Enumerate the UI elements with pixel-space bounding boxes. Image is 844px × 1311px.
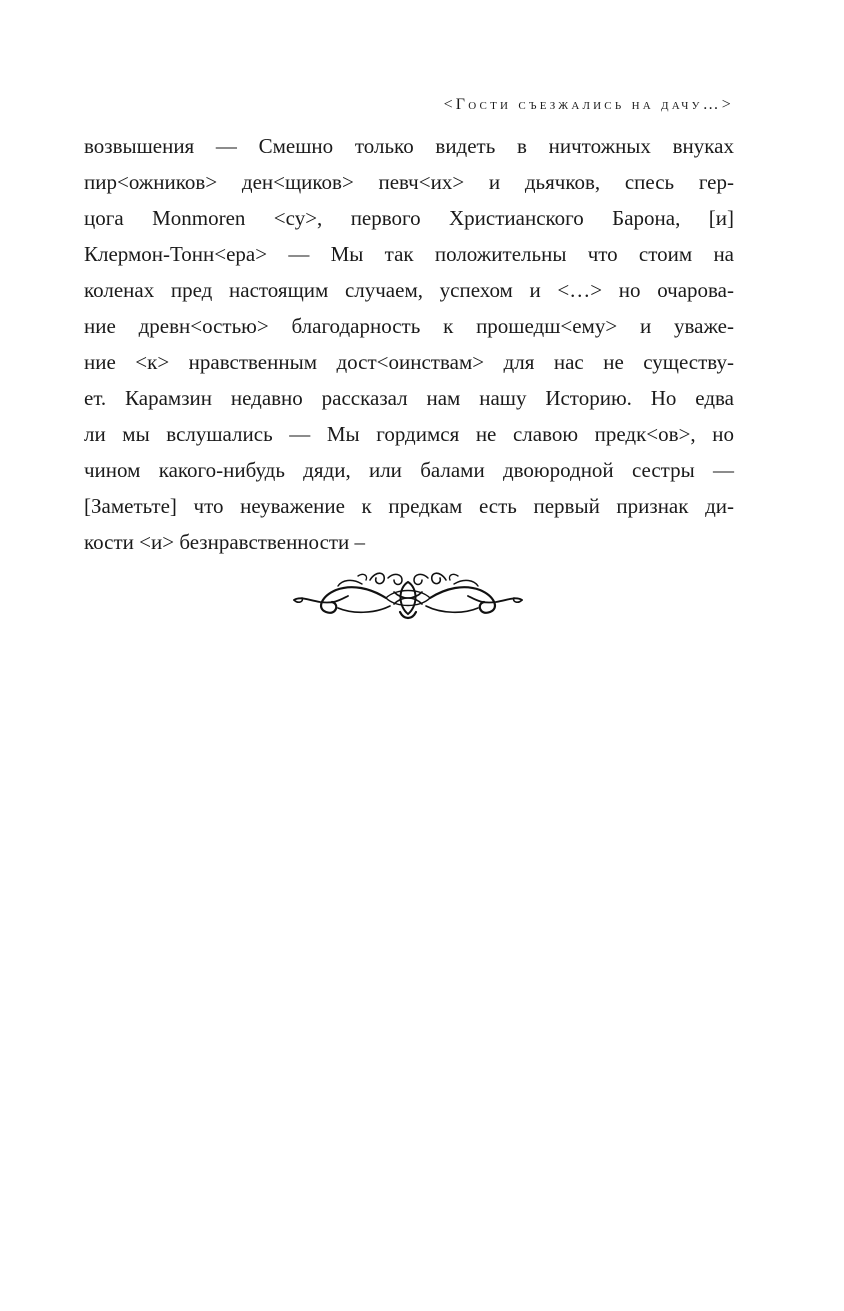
text-line: ние <к> нравственным дост<оинствам> для нас не существу- xyxy=(84,350,734,374)
text-line: ли мы вслушались — Мы гордимся не славою предк<ов>, но xyxy=(84,422,734,446)
text-line: Клермон-Тонн<ера> — Мы так положительны что стоим на xyxy=(84,242,734,266)
running-header: <Гости съезжались на дачу…> xyxy=(443,96,734,113)
text-line: ет. Карамзин недавно рассказал нам нашу Историю. Но едва xyxy=(84,386,734,410)
text-line: [Заметьте] что неуважение к предкам есть первый признак ди- xyxy=(84,494,734,518)
text-line: кости <и> безнравственности – xyxy=(84,530,366,554)
text-line: цога Monmoren <су>, первого Христианского Барона, [и] xyxy=(84,206,734,230)
text-line: чином какого-нибудь дяди, или балами двоюродной сестры — xyxy=(84,458,734,482)
decorative-flourish-icon xyxy=(290,566,526,628)
text-line: пир<ожников> ден<щиков> певч<их> и дьячков, спесь гер- xyxy=(84,170,734,194)
text-line: возвышения — Смешно только видеть в ничтожных внуках xyxy=(84,134,734,158)
text-line: ние древн<остью> благодарность к прошедш<ему> и уваже- xyxy=(84,314,734,338)
body-text xyxy=(84,128,734,560)
text-line: коленах пред настоящим случаем, успехом и <…> но очарова- xyxy=(84,278,734,302)
